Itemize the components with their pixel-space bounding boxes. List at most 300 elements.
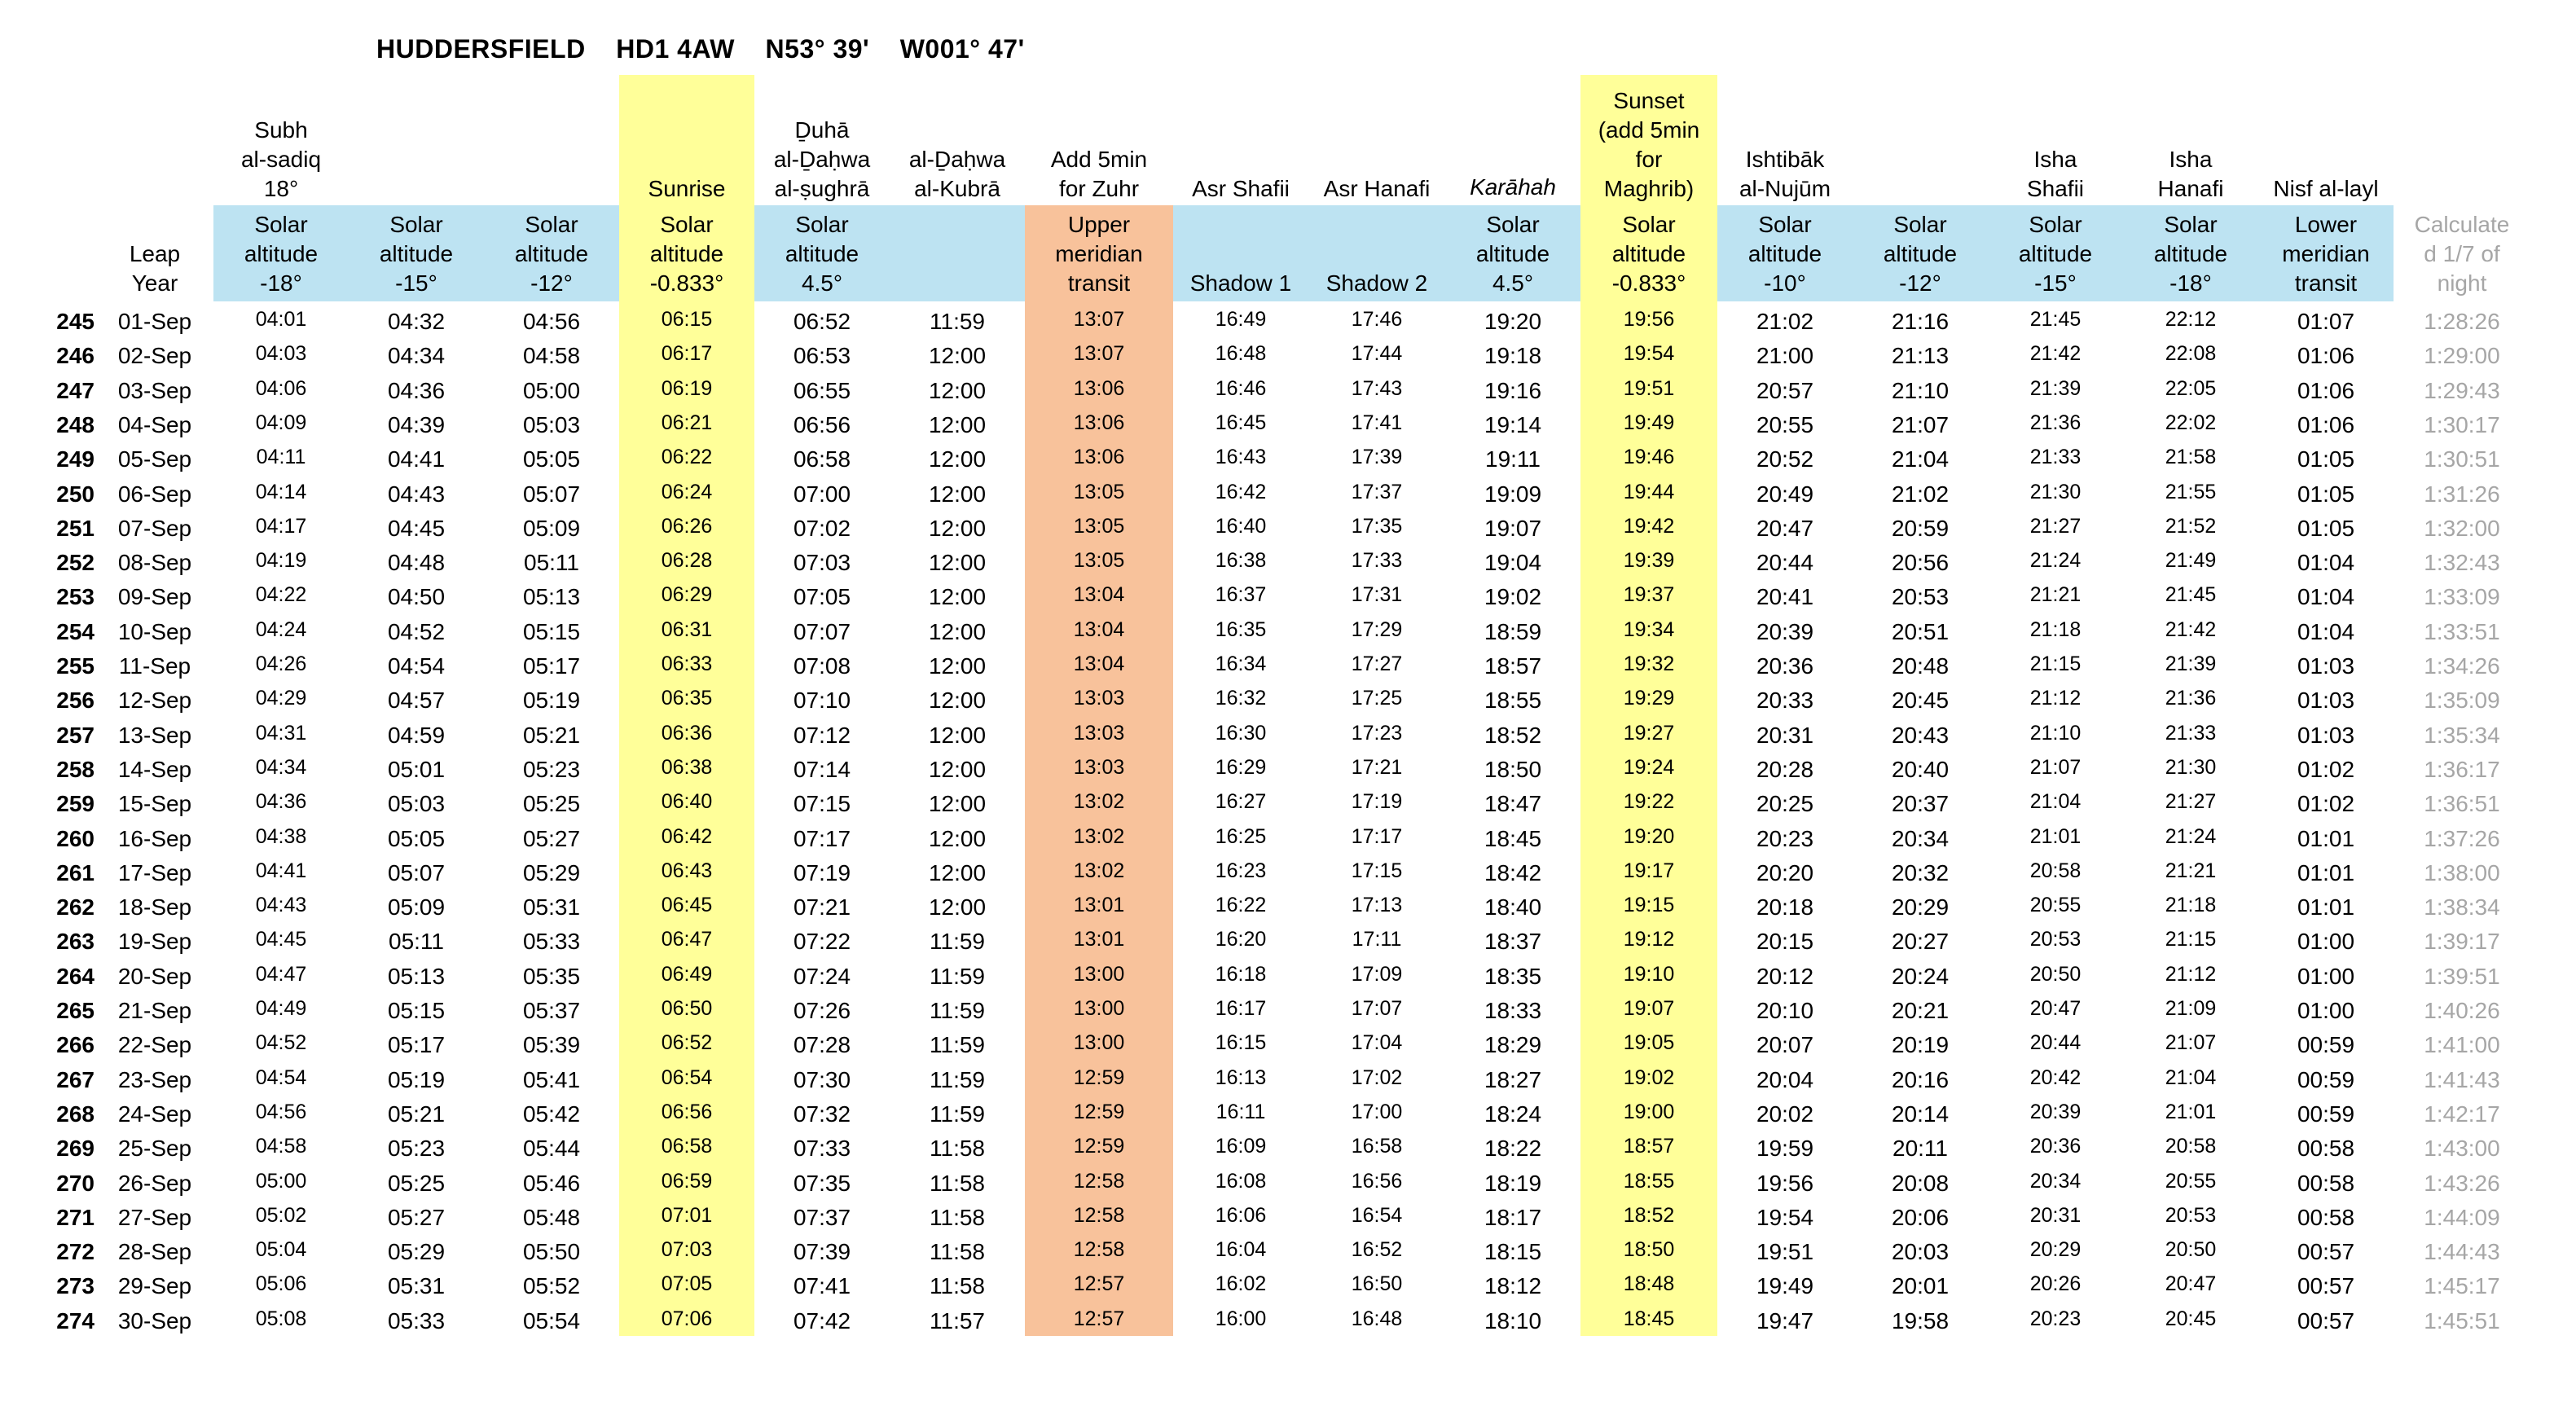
- time-cell: 11:59: [930, 1101, 985, 1127]
- header-asr-shafii-line: Asr Shafii: [1192, 176, 1290, 201]
- time-cell: 06:17: [661, 342, 713, 366]
- time-cell: 1:31:26: [2424, 481, 2500, 507]
- time-cell: 05:27: [387, 1204, 446, 1230]
- time-cell: 21:01: [2165, 1100, 2217, 1123]
- time-cell: 12:00: [928, 584, 987, 610]
- header-duha-sughra: [754, 75, 890, 204]
- time-cell: 07:26: [793, 998, 851, 1023]
- time-cell: 04:45: [387, 515, 446, 541]
- time-cell: 1:45:51: [2424, 1307, 2500, 1334]
- time-cell: 11:59: [930, 1066, 985, 1092]
- time-cell: 04:50: [387, 584, 446, 610]
- time-cell: 07:14: [793, 756, 851, 782]
- time-cell: 18:40: [1484, 894, 1542, 921]
- time-cell: 20:43: [1891, 722, 1950, 748]
- time-cell: 16:00: [1215, 1307, 1267, 1330]
- time-cell: 21:13: [1891, 343, 1950, 369]
- date-cell: 24-Sep: [117, 1101, 192, 1127]
- time-cell: 13:00: [1073, 1031, 1125, 1055]
- time-cell: 19:47: [1756, 1307, 1814, 1334]
- time-cell: 21:45: [2029, 308, 2081, 331]
- time-cell: 01:04: [2297, 584, 2355, 610]
- time-cell: 19:56: [1623, 308, 1675, 331]
- time-cell: 00:59: [2297, 1066, 2355, 1092]
- header-c7-line: transit: [1067, 270, 1131, 296]
- date-cell: 25-Sep: [117, 1136, 192, 1162]
- time-cell: 21:04: [2029, 790, 2081, 814]
- time-cell: 11:58: [930, 1204, 985, 1230]
- time-cell: 13:01: [1073, 928, 1125, 951]
- time-cell: 04:49: [255, 997, 307, 1020]
- time-cell: 19:27: [1623, 721, 1675, 745]
- time-cell: 19:56: [1756, 1170, 1814, 1196]
- time-cell: 20:15: [1756, 929, 1814, 955]
- time-cell: 19:20: [1484, 309, 1542, 334]
- header-c16-line: transit: [2294, 270, 2358, 296]
- date-cell: 02-Sep: [117, 343, 192, 369]
- time-cell: 04:52: [387, 618, 446, 644]
- day-number-cell: 261: [56, 859, 95, 885]
- date-cell: 01-Sep: [117, 309, 192, 334]
- time-cell: 06:24: [661, 480, 713, 503]
- time-cell: 20:40: [1891, 756, 1950, 782]
- table-row: [0, 512, 2576, 546]
- header-zuhr-line: for Zuhr: [1058, 176, 1140, 201]
- time-cell: 12:58: [1073, 1169, 1125, 1193]
- time-cell: 12:59: [1073, 1066, 1125, 1089]
- table-row: [0, 1131, 2576, 1166]
- time-cell: 20:42: [2029, 1066, 2081, 1089]
- time-cell: 04:54: [255, 1066, 307, 1089]
- time-cell: 06:54: [661, 1066, 713, 1089]
- day-number-cell: 257: [56, 722, 95, 748]
- time-cell: 1:30:51: [2424, 446, 2500, 472]
- time-cell: 20:37: [1891, 791, 1950, 817]
- time-cell: 20:48: [1891, 653, 1950, 679]
- time-cell: 1:45:17: [2424, 1273, 2500, 1299]
- time-cell: 22:02: [2165, 411, 2217, 434]
- header-ishtibak-line: al-Nujūm: [1739, 176, 1831, 201]
- time-cell: 19:02: [1623, 1066, 1675, 1089]
- time-cell: 20:12: [1756, 963, 1814, 989]
- time-cell: 16:43: [1215, 446, 1267, 469]
- date-cell: 16-Sep: [117, 825, 192, 851]
- time-cell: 20:24: [1891, 963, 1950, 989]
- time-cell: 17:04: [1351, 1031, 1403, 1055]
- time-cell: 20:03: [1891, 1239, 1950, 1265]
- time-cell: 04:36: [255, 790, 307, 814]
- day-number-cell: 270: [56, 1170, 95, 1196]
- day-number-cell: 251: [56, 515, 95, 541]
- time-cell: 1:32:00: [2424, 515, 2500, 541]
- time-cell: 20:51: [1891, 618, 1950, 644]
- time-cell: 17:02: [1351, 1066, 1403, 1089]
- time-cell: 17:11: [1352, 928, 1402, 951]
- header-c15-line: -18°: [2169, 270, 2212, 296]
- time-cell: 04:56: [522, 309, 581, 334]
- time-cell: 16:54: [1351, 1203, 1403, 1227]
- time-cell: 01:06: [2297, 411, 2355, 437]
- header-karahah-line: Karāhah: [1470, 174, 1556, 200]
- time-cell: 05:31: [387, 1273, 446, 1299]
- header-c10-line: 4.5°: [1492, 270, 1534, 296]
- time-cell: 06:38: [661, 755, 713, 779]
- time-cell: 19:51: [1623, 376, 1675, 400]
- time-cell: 11:58: [930, 1136, 985, 1162]
- date-cell: 12-Sep: [117, 688, 192, 714]
- time-cell: 11:59: [930, 929, 985, 955]
- time-cell: 21:02: [1891, 481, 1950, 507]
- day-number-cell: 254: [56, 618, 95, 644]
- time-cell: 06:56: [661, 1100, 713, 1123]
- header-c3: [484, 205, 619, 298]
- header-c10-line: altitude: [1475, 241, 1550, 266]
- time-cell: 19:00: [1623, 1100, 1675, 1123]
- time-cell: 16:34: [1215, 652, 1267, 675]
- time-cell: 04:09: [255, 411, 307, 434]
- time-cell: 16:35: [1215, 617, 1267, 641]
- time-cell: 20:45: [2165, 1307, 2217, 1330]
- time-cell: 18:42: [1484, 859, 1542, 885]
- time-cell: 20:28: [1756, 756, 1814, 782]
- time-cell: 05:25: [522, 791, 581, 817]
- time-cell: 04:45: [255, 928, 307, 951]
- header-c3-line: Solar: [525, 212, 578, 237]
- time-cell: 12:00: [928, 377, 987, 403]
- time-cell: 04:48: [387, 550, 446, 576]
- time-cell: 20:50: [2165, 1238, 2217, 1262]
- date-cell: 30-Sep: [117, 1307, 192, 1334]
- header-c1-line: Solar: [254, 212, 308, 237]
- time-cell: 20:50: [2029, 962, 2081, 986]
- day-number-cell: 256: [56, 688, 95, 714]
- time-cell: 16:49: [1215, 308, 1267, 331]
- time-cell: 06:15: [661, 308, 713, 331]
- time-cell: 06:31: [661, 617, 713, 641]
- day-number-cell: 249: [56, 446, 95, 472]
- time-cell: 21:21: [2029, 583, 2081, 607]
- time-cell: 06:28: [661, 549, 713, 573]
- time-cell: 05:29: [522, 859, 581, 885]
- time-cell: 13:06: [1073, 376, 1125, 400]
- time-cell: 04:22: [255, 583, 307, 607]
- time-cell: 21:24: [2029, 549, 2081, 573]
- header-c17: [2394, 205, 2530, 298]
- time-cell: 20:19: [1891, 1032, 1950, 1058]
- time-cell: 05:42: [522, 1101, 581, 1127]
- time-cell: 04:58: [522, 343, 581, 369]
- time-cell: 06:55: [793, 377, 851, 403]
- time-cell: 04:11: [256, 446, 306, 469]
- time-cell: 19:42: [1623, 514, 1675, 538]
- time-cell: 00:57: [2297, 1273, 2355, 1299]
- time-cell: 05:29: [387, 1239, 446, 1265]
- time-cell: 11:59: [930, 1032, 985, 1058]
- time-cell: 12:58: [1073, 1203, 1125, 1227]
- time-cell: 07:02: [793, 515, 851, 541]
- time-cell: 1:35:09: [2424, 688, 2500, 714]
- table-row: [0, 1063, 2576, 1097]
- time-cell: 19:07: [1623, 997, 1675, 1020]
- time-cell: 16:50: [1351, 1272, 1403, 1296]
- time-cell: 20:47: [2029, 997, 2081, 1020]
- time-cell: 1:33:51: [2424, 618, 2500, 644]
- time-cell: 05:19: [387, 1066, 446, 1092]
- table-row: [0, 1235, 2576, 1269]
- time-cell: 07:07: [793, 618, 851, 644]
- time-cell: 11:58: [930, 1239, 985, 1265]
- time-cell: 22:12: [2165, 308, 2217, 331]
- time-cell: 16:18: [1215, 962, 1267, 986]
- time-cell: 20:23: [2029, 1307, 2081, 1330]
- time-cell: 1:40:26: [2424, 998, 2500, 1023]
- time-cell: 07:17: [793, 825, 851, 851]
- sheet-title: HUDDERSFIELD HD1 4AW N53° 39' W001° 47': [376, 34, 1025, 64]
- header-karahah: [1445, 75, 1580, 202]
- header-c16-line: meridian: [2282, 241, 2370, 266]
- table-row: [0, 960, 2576, 994]
- time-cell: 19:02: [1484, 584, 1542, 610]
- time-cell: 16:06: [1215, 1203, 1267, 1227]
- time-cell: 1:29:43: [2424, 377, 2500, 403]
- time-cell: 20:52: [1756, 446, 1814, 472]
- time-cell: 12:00: [928, 343, 987, 369]
- time-cell: 18:35: [1484, 963, 1542, 989]
- time-cell: 12:00: [928, 550, 987, 576]
- time-cell: 1:41:00: [2424, 1032, 2500, 1058]
- time-cell: 18:50: [1484, 756, 1542, 782]
- time-cell: 06:40: [661, 790, 713, 814]
- date-cell: 06-Sep: [117, 481, 192, 507]
- time-cell: 20:31: [2029, 1203, 2081, 1227]
- time-cell: 17:39: [1351, 446, 1403, 469]
- header-c9-line: Shadow 2: [1325, 270, 1428, 296]
- header-leap-year: [98, 205, 212, 298]
- header-c14-line: altitude: [2018, 241, 2093, 266]
- time-cell: 20:47: [2165, 1272, 2217, 1296]
- header-c8-line: Shadow 1: [1189, 270, 1292, 296]
- time-cell: 16:42: [1215, 480, 1267, 503]
- time-cell: 05:04: [255, 1238, 307, 1262]
- time-cell: 17:19: [1351, 790, 1403, 814]
- time-cell: 18:27: [1484, 1066, 1542, 1092]
- time-cell: 12:00: [928, 722, 987, 748]
- time-cell: 13:03: [1073, 687, 1125, 710]
- header-c13: [1853, 205, 1988, 298]
- time-cell: 12:59: [1073, 1135, 1125, 1158]
- header-subh-line: Subh: [254, 117, 308, 143]
- time-cell: 06:53: [793, 343, 851, 369]
- time-cell: 19:04: [1484, 550, 1542, 576]
- time-cell: 06:47: [661, 928, 713, 951]
- time-cell: 05:05: [522, 446, 581, 472]
- time-cell: 04:14: [255, 480, 307, 503]
- time-cell: 06:33: [661, 652, 713, 675]
- time-cell: 05:05: [387, 825, 446, 851]
- time-cell: 05:23: [387, 1136, 446, 1162]
- time-cell: 13:05: [1073, 514, 1125, 538]
- header-asr-shafii: [1173, 75, 1308, 204]
- date-cell: 10-Sep: [117, 618, 192, 644]
- time-cell: 18:29: [1484, 1032, 1542, 1058]
- time-cell: 17:13: [1351, 894, 1403, 917]
- time-cell: 17:15: [1351, 859, 1403, 882]
- time-cell: 1:33:09: [2424, 584, 2500, 610]
- time-cell: 04:17: [255, 514, 307, 538]
- time-cell: 20:39: [2029, 1100, 2081, 1123]
- time-cell: 17:27: [1351, 652, 1403, 675]
- header-isha-hanafi-line: Hanafi: [2157, 176, 2224, 201]
- time-cell: 20:39: [1756, 618, 1814, 644]
- time-cell: 20:29: [1891, 894, 1950, 921]
- time-cell: 1:30:17: [2424, 411, 2500, 437]
- day-number-cell: 272: [56, 1239, 95, 1265]
- time-cell: 20:27: [1891, 929, 1950, 955]
- time-cell: 17:31: [1351, 583, 1403, 607]
- time-cell: 12:00: [928, 411, 987, 437]
- table-row: [0, 374, 2576, 408]
- time-cell: 06:43: [661, 859, 713, 882]
- header-zuhr-line: Add 5min: [1050, 147, 1148, 172]
- time-cell: 07:21: [793, 894, 851, 921]
- time-cell: 06:29: [661, 583, 713, 607]
- table-row: [0, 856, 2576, 890]
- time-cell: 06:19: [661, 376, 713, 400]
- time-cell: 20:56: [1891, 550, 1950, 576]
- time-cell: 20:53: [2165, 1203, 2217, 1227]
- header-subh-line: al-sadiq: [240, 147, 322, 172]
- time-cell: 04:19: [255, 549, 307, 573]
- time-cell: 20:41: [1756, 584, 1814, 610]
- time-cell: 01:00: [2297, 963, 2355, 989]
- time-cell: 21:58: [2165, 446, 2217, 469]
- time-cell: 07:32: [793, 1101, 851, 1127]
- header-duha-sughra-line: al-Ḏaḥwa: [773, 147, 871, 172]
- time-cell: 20:53: [1891, 584, 1950, 610]
- header-isha-hanafi: [2123, 75, 2258, 204]
- day-number-cell: 245: [56, 309, 95, 334]
- time-cell: 20:10: [1756, 998, 1814, 1023]
- time-cell: 17:25: [1351, 687, 1403, 710]
- header-c9: [1308, 205, 1445, 298]
- time-cell: 21:24: [2165, 824, 2217, 848]
- date-cell: 05-Sep: [117, 446, 192, 472]
- date-cell: 26-Sep: [117, 1170, 192, 1196]
- time-cell: 05:25: [387, 1170, 446, 1196]
- time-cell: 1:39:51: [2424, 963, 2500, 989]
- time-cell: 04:24: [255, 617, 307, 641]
- time-cell: 21:55: [2165, 480, 2217, 503]
- time-cell: 19:10: [1623, 962, 1675, 986]
- header-c8: [1173, 205, 1308, 298]
- time-cell: 1:28:26: [2424, 309, 2500, 334]
- header-sunset-line: Sunset: [1613, 88, 1685, 113]
- time-cell: 19:18: [1484, 343, 1542, 369]
- header-c5-line: Solar: [795, 212, 849, 237]
- time-cell: 00:57: [2297, 1307, 2355, 1334]
- day-number-cell: 269: [56, 1136, 95, 1162]
- time-cell: 21:18: [2165, 894, 2217, 917]
- time-cell: 1:36:17: [2424, 756, 2500, 782]
- time-cell: 05:00: [522, 377, 581, 403]
- time-cell: 17:17: [1351, 824, 1403, 848]
- time-cell: 19:17: [1623, 859, 1675, 882]
- time-cell: 21:33: [2165, 721, 2217, 745]
- time-cell: 16:32: [1215, 687, 1267, 710]
- day-number-cell: 265: [56, 998, 95, 1023]
- header-leap-year-line: Year: [131, 270, 178, 296]
- time-cell: 18:19: [1484, 1170, 1542, 1196]
- time-cell: 17:29: [1351, 617, 1403, 641]
- time-cell: 05:27: [522, 825, 581, 851]
- header-sunset-line: Maghrib): [1603, 176, 1695, 201]
- time-cell: 07:08: [793, 653, 851, 679]
- header-c11: [1580, 205, 1717, 298]
- day-number-cell: 259: [56, 791, 95, 817]
- time-cell: 11:59: [930, 998, 985, 1023]
- table-row: [0, 925, 2576, 959]
- time-cell: 19:09: [1484, 481, 1542, 507]
- time-cell: 17:07: [1351, 997, 1403, 1020]
- time-cell: 13:06: [1073, 411, 1125, 434]
- time-cell: 20:20: [1756, 859, 1814, 885]
- time-cell: 20:08: [1891, 1170, 1950, 1196]
- table-row: [0, 305, 2576, 339]
- time-cell: 04:36: [387, 377, 446, 403]
- time-cell: 20:14: [1891, 1101, 1950, 1127]
- time-cell: 01:07: [2297, 309, 2355, 334]
- time-cell: 07:03: [793, 550, 851, 576]
- header-ishtibak: [1717, 75, 1853, 204]
- time-cell: 19:07: [1484, 515, 1542, 541]
- time-cell: 20:55: [1756, 411, 1814, 437]
- time-cell: 04:31: [255, 721, 307, 745]
- time-cell: 20:33: [1756, 688, 1814, 714]
- time-cell: 19:11: [1485, 446, 1541, 472]
- header-c17-line: Calculate: [2414, 212, 2510, 237]
- time-cell: 06:59: [661, 1169, 713, 1193]
- time-cell: 21:36: [2029, 411, 2081, 434]
- time-cell: 19:37: [1623, 583, 1675, 607]
- time-cell: 05:52: [522, 1273, 581, 1299]
- header-sunrise-line: Sunrise: [648, 176, 726, 201]
- day-number-cell: 248: [56, 411, 95, 437]
- time-cell: 01:06: [2297, 377, 2355, 403]
- time-cell: 21:07: [1891, 411, 1950, 437]
- time-cell: 05:50: [522, 1239, 581, 1265]
- date-cell: 28-Sep: [117, 1239, 192, 1265]
- table-row: [0, 994, 2576, 1028]
- header-c2: [349, 205, 484, 298]
- time-cell: 13:03: [1073, 721, 1125, 745]
- time-cell: 16:25: [1215, 824, 1267, 848]
- time-cell: 04:54: [387, 653, 446, 679]
- time-cell: 07:42: [793, 1307, 851, 1334]
- table-row: [0, 477, 2576, 512]
- time-cell: 05:37: [522, 998, 581, 1023]
- time-cell: 19:59: [1756, 1136, 1814, 1162]
- time-cell: 06:52: [661, 1031, 713, 1055]
- time-cell: 04:26: [255, 652, 307, 675]
- time-cell: 20:44: [1756, 550, 1814, 576]
- time-cell: 05:01: [387, 756, 446, 782]
- time-cell: 05:44: [522, 1136, 581, 1162]
- time-cell: 07:03: [661, 1238, 713, 1262]
- time-cell: 00:58: [2297, 1204, 2355, 1230]
- time-cell: 21:52: [2165, 514, 2217, 538]
- table-row: [0, 339, 2576, 373]
- time-cell: 18:45: [1484, 825, 1542, 851]
